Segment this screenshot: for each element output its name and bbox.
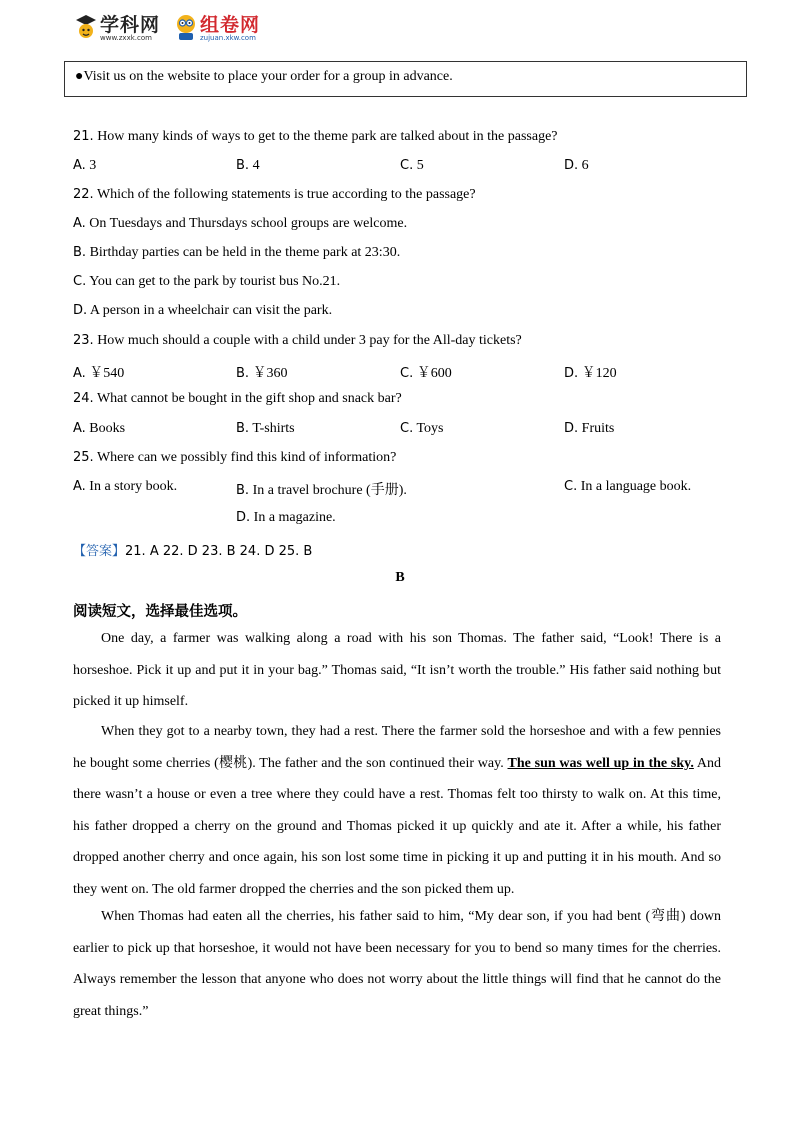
question-22 (73, 187, 476, 203)
question-text: How much should a couple with a child under 3 pay for the All-day tickets? (97, 333, 522, 348)
option-21-d: D. 6 (564, 158, 589, 173)
question-number: 25. (73, 450, 94, 465)
passage-paragraph-2: When they got to a nearby town, they had a rest. There the farmer sold the horseshoe and with a few pennies he bought some cherries (樱桃). The father and the son continued their way. The sun was well up in the sky. And there wasn’t a house or even a tree where they could have a rest. Thomas felt too thirsty to walk on. At this time, his father dropped a cherry on the ground and Thomas picked it up quickly and ate it. After a while, his father dropped another cherry and once again, his son lost some time in picking it up and putting it in his mouth. And so they went on. The old farmer dropped the cherries and the son picked them up. (73, 724, 721, 897)
option-24-d: D. Fruits (564, 421, 615, 436)
question-number: 24. (73, 391, 94, 406)
option-25-d: D. In a magazine. (236, 510, 336, 525)
question-number: 21. (73, 129, 94, 144)
logo1-url: www.zxxk.com (100, 34, 152, 42)
option-21-a: A. 3 (73, 158, 97, 173)
question-number: 23. (73, 333, 94, 348)
option-24-b: B. T-shirts (236, 421, 295, 436)
question-text: How many kinds of ways to get to the theme park are talked about in the passage? (97, 129, 558, 144)
notice-box (64, 61, 747, 97)
section-title: B (395, 570, 405, 585)
option-23-d: D. ￥120 (564, 366, 617, 381)
question-text: Which of the following statements is true according to the passage? (96, 187, 476, 202)
question-24 (73, 391, 402, 407)
owl-mascot-icon (174, 12, 198, 42)
option-25-b: B. In a travel brochure (手册). (236, 483, 407, 498)
option-24-c: C. Toys (400, 421, 444, 436)
passage-paragraph-1: One day, a farmer was walking along a road with his son Thomas. The father said, “Look! There is a horseshoe. Pick it up and put it in your bag.” Thomas said, “It isn’t worth the trouble.” His father said nothing but picked it up himself. (73, 631, 721, 709)
option-23-a: A. ￥540 (73, 366, 125, 381)
option-23-c: C. ￥600 (400, 366, 452, 381)
option-21-b: B. 4 (236, 158, 260, 173)
option-22-b: B. Birthday parties can be held in the theme park at 23:30. (73, 245, 401, 260)
option-22-d: D. A person in a wheelchair can visit the park. (73, 303, 333, 318)
question-21 (73, 129, 558, 145)
answer-values: 21. A 22. D 23. B 24. D 25. B (125, 544, 313, 559)
question-text: What cannot be bought in the gift shop and snack bar? (96, 391, 402, 406)
underlined-sentence: The sun was well up in the sky. (507, 755, 694, 771)
option-23-b: B. ￥360 (236, 366, 288, 381)
logo2-url: zujuan.xkw.com (200, 34, 256, 42)
logo2-name: 组卷网 (200, 14, 261, 36)
question-25 (73, 450, 396, 466)
answer-tag: 【答案】 (73, 544, 126, 559)
option-25-c: C. In a language book. (564, 479, 692, 494)
zxxk-logo (74, 10, 174, 46)
option-24-a: A. Books (73, 421, 126, 436)
option-22-c: C. You can get to the park by tourist bus No.21. (73, 274, 341, 289)
question-23 (73, 333, 522, 349)
graduate-cap-icon (74, 12, 98, 42)
zujuan-logo (174, 10, 284, 46)
question-number: 22. (73, 187, 94, 202)
logo1-name: 学科网 (100, 14, 161, 36)
notice-text: ●Visit us on the website to place your order for a group in advance. (75, 69, 453, 84)
option-21-c: C. 5 (400, 158, 424, 173)
option-25-a: A. In a story book. (73, 479, 178, 494)
question-text: Where can we possibly find this kind of information? (96, 450, 397, 465)
option-22-a: A. On Tuesdays and Thursdays school groups are welcome. (73, 216, 408, 231)
answer-key (73, 540, 312, 559)
header-logos (74, 10, 294, 46)
reading-instruction: 阅读短文，选择最佳选项。 (73, 604, 247, 620)
passage-paragraph-3: When Thomas had eaten all the cherries, his father said to him, “My dear son, if you had bent (弯曲) down earlier to pick up that horseshoe, it would not have been necessary for you to bend so many times for the cherries. Always remember the lesson that anyone who does not worry about the little things will find that he cannot do the great things.” (73, 909, 721, 1019)
